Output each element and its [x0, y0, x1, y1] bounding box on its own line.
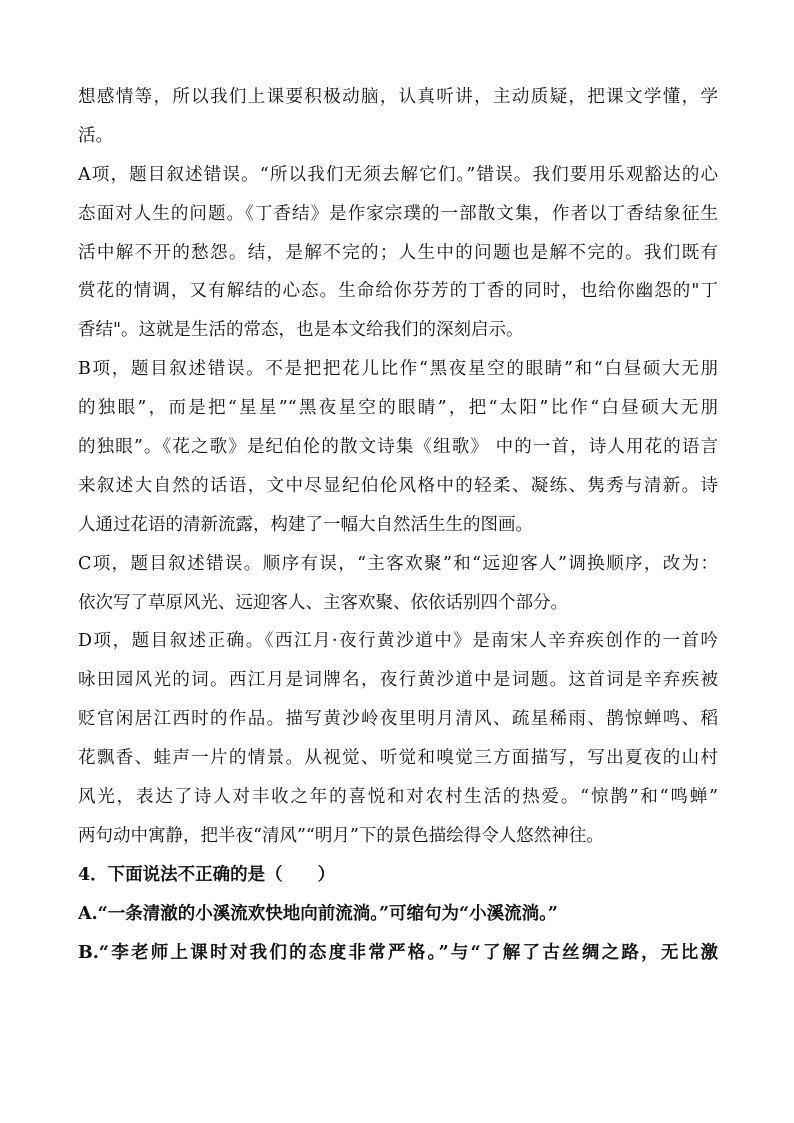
text-line: 花飘香、蛙声一片的情景。从视觉、听觉和嗅觉三方面描写，写出夏夜的山村 [78, 748, 718, 769]
text-line: 香结"。这就是生活的常态，也是本文给我们的深刻启示。 [78, 320, 524, 341]
question-option-a: A.“一条清澈的小溪流欢快地向前流淌。”可缩句为“小溪流淌。” [78, 903, 558, 924]
text-line: 来叙述大自然的话语，文中尽显纪伯伦风格中的轻柔、凝练、隽秀与清新。诗 [78, 475, 718, 496]
text-line: 活。 [78, 125, 113, 146]
text-line: 风光，表达了诗人对丰收之年的喜悦和对农村生活的热爱。“惊鹊”和“鸣蝉” [78, 787, 718, 808]
text-line: A项，题目叙述错误。“所以我们无须去解它们。”错误。我们要用乐观豁达的心 [78, 164, 718, 185]
text-line: D项，题目叙述正确。《西江月·夜行黄沙道中》是南宋人辛弃疾创作的一首吟 [78, 631, 718, 652]
text-line: 想感情等，所以我们上课要积极动脑，认真听讲，主动质疑，把课文学懂，学 [78, 87, 718, 107]
question-heading: 4．下面说法不正确的是（ ） [78, 864, 336, 885]
text-line: 态面对人生的问题。《丁香结》是作家宗璞的一部散文集，作者以丁香结象征生 [78, 203, 718, 224]
text-line: 两句动中寓静，把半夜“清风”“明月”下的景色描绘得令人悠然神往。 [78, 825, 604, 846]
question-option-b: B.“李老师上课时对我们的态度非常严格。”与“了解了古丝绸之路，无比激 [78, 942, 718, 963]
text-line: 咏田园风光的词。西江月是词牌名，夜行黄沙道中是词题。这首词是辛弃疾被 [78, 670, 718, 691]
text-line: 的独眼”，而是把“星星”“黑夜星空的眼睛”，把“太阳”比作“白昼硕大无朋 [78, 398, 718, 419]
text-line: 人通过花语的清新流露，构建了一幅大自然活生生的图画。 [78, 514, 533, 535]
text-line: 的独眼”。《花之歌》是纪伯伦的散文诗集《组歌》 中的一首，诗人用花的语言 [78, 437, 718, 458]
document-body [78, 78, 718, 972]
text-line: B项，题目叙述错误。不是把把花儿比作“黑夜星空的眼睛”和“白昼硕大无朋 [78, 359, 718, 380]
text-line: 赏花的情调，又有解结的心态。生命给你芬芳的丁香的同时，也给你幽怨的"丁 [78, 281, 718, 302]
text-line: 贬官闲居江西时的作品。描写黄沙岭夜里明月清风、疏星稀雨、鹊惊蝉鸣、稻 [78, 709, 718, 730]
text-line: 依次写了草原风光、远迎客人、主客欢聚、依依话别四个部分。 [78, 592, 568, 613]
text-line: C项，题目叙述错误。顺序有误，“主客欢聚”和“远迎客人”调换顺序，改为： [78, 553, 718, 574]
text-line: 活中解不开的愁怨。结，是解不完的；人生中的问题也是解不完的。我们既有 [78, 242, 718, 263]
